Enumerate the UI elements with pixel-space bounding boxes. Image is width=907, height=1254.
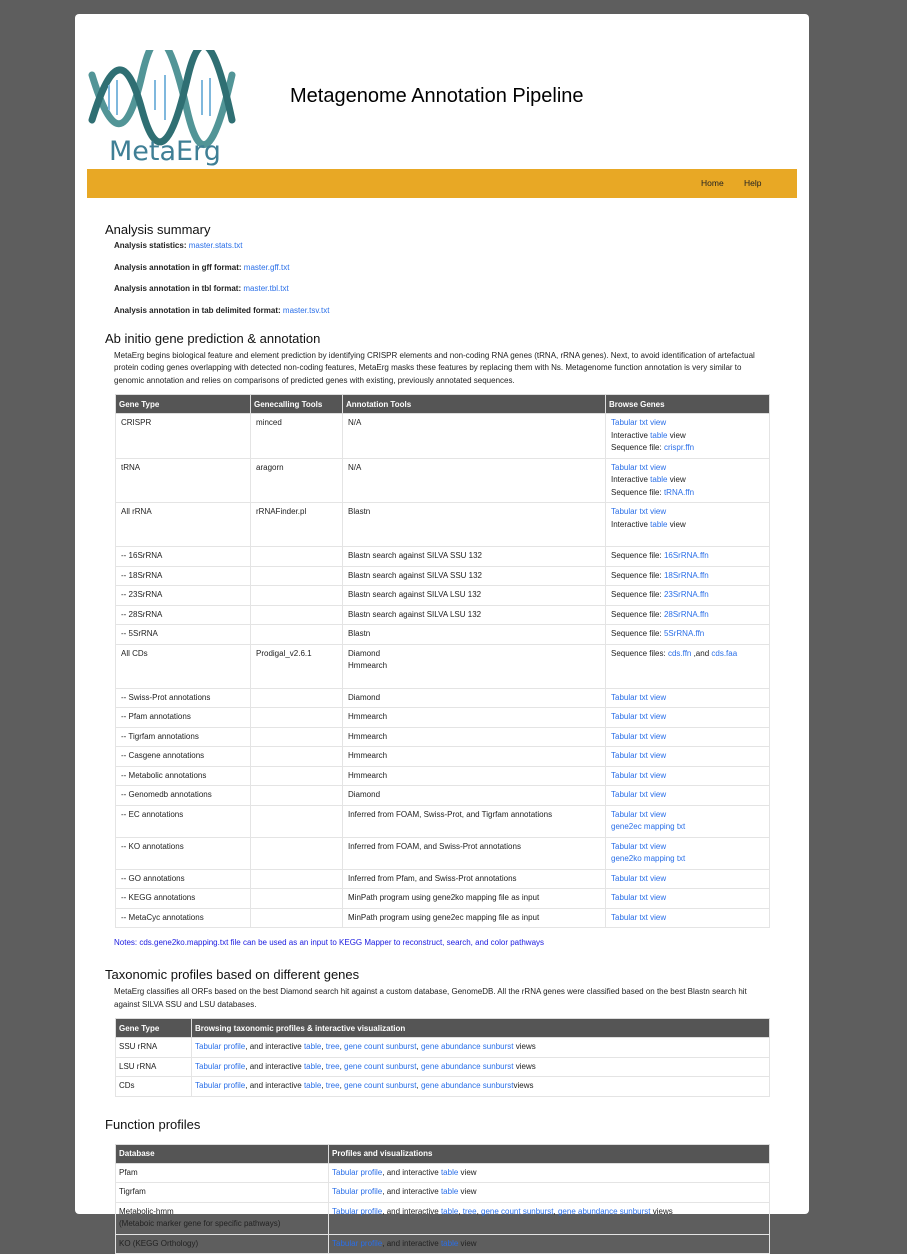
table-cell: -- 23SrRNA xyxy=(116,586,251,606)
site-title: Metagenome Annotation Pipeline xyxy=(290,85,584,107)
table-cell: Blastn search against SILVA SSU 132 xyxy=(343,566,606,586)
cell-text: , xyxy=(553,1206,558,1216)
column-header-browsing-taxonomic-profiles-interactive-visualization: Browsing taxonomic profiles & interactive visualization xyxy=(192,1019,770,1038)
table-cell: -- KO annotations xyxy=(116,837,251,869)
table-cell: KO (KEGG Orthology) xyxy=(116,1234,329,1254)
table-cell: -- Swiss-Prot annotations xyxy=(116,688,251,708)
summary-link-master-stats-txt[interactable]: master.stats.txt xyxy=(188,241,243,250)
table-cell: -- Pfam annotations xyxy=(116,708,251,728)
table-row xyxy=(116,908,770,928)
table-row xyxy=(116,889,770,909)
table-row xyxy=(116,605,770,625)
taxonomy-table xyxy=(115,1018,770,1097)
link-tabular-txt-view[interactable]: Tabular txt view xyxy=(611,712,667,722)
link-23srrna-ffn[interactable]: 23SrRNA.ffn xyxy=(663,590,709,600)
summary-label: Analysis annotation in gff format: xyxy=(114,262,242,272)
table-cell: -- 5SrRNA xyxy=(116,625,251,645)
cell-text: , xyxy=(321,1042,326,1052)
link-gene-abundance-sunburst[interactable]: gene abundance sunburst xyxy=(557,1206,651,1216)
link-gene-count-sunburst[interactable]: gene count sunburst xyxy=(481,1206,554,1216)
table-cell: -- Casgene annotations xyxy=(116,747,251,767)
column-header-genecalling-tools: Genecalling Tools xyxy=(251,395,343,414)
link-5srrna-ffn[interactable]: 5SrRNA.ffn xyxy=(663,629,705,639)
table-cell: MinPath program using gene2ec mapping file as input xyxy=(343,908,606,928)
table-cell xyxy=(606,547,770,567)
table-cell xyxy=(606,889,770,909)
link-table[interactable]: table xyxy=(303,1042,322,1052)
table-row xyxy=(116,566,770,586)
summary-link-master-gff-txt[interactable]: master.gff.txt xyxy=(243,262,290,272)
nav-home[interactable]: Home xyxy=(701,178,724,188)
table-cell: Prodigal_v2.6.1 xyxy=(251,644,343,688)
summary-item xyxy=(114,263,770,272)
link-table[interactable]: table xyxy=(440,1187,459,1197)
table-row xyxy=(116,644,770,688)
cell-text: view xyxy=(667,475,686,485)
cell-text: view xyxy=(667,430,686,440)
table-cell: aragorn xyxy=(251,458,343,503)
table-cell xyxy=(606,747,770,767)
table-cell xyxy=(606,625,770,645)
link-tabular-txt-view[interactable]: Tabular txt view xyxy=(611,893,667,903)
table-cell xyxy=(606,688,770,708)
cell-text: , and interactive xyxy=(245,1081,304,1091)
table-row xyxy=(116,766,770,786)
table-cell xyxy=(192,1057,770,1077)
summary-item xyxy=(114,284,770,293)
table-cell: rRNAFinder.pl xyxy=(251,503,343,547)
summary-label: Analysis annotation in tbl format: xyxy=(114,284,242,293)
cell-text: Sequence file: xyxy=(611,609,664,619)
table-cell xyxy=(251,625,343,645)
table-header-row xyxy=(116,395,770,414)
table-cell xyxy=(251,688,343,708)
column-header-profiles-and-visualizations: Profiles and visualizations xyxy=(329,1144,770,1163)
table-row xyxy=(116,1234,770,1254)
column-header-browse-genes: Browse Genes xyxy=(606,395,770,414)
cell-text: , xyxy=(416,1081,421,1091)
link-table[interactable]: table xyxy=(440,1167,459,1177)
table-cell: Blastn xyxy=(343,503,606,547)
cell-text: , xyxy=(321,1081,326,1091)
cell-text: Hmmearch xyxy=(348,661,388,671)
link-table[interactable]: table xyxy=(650,430,668,440)
cell-text: , xyxy=(339,1061,345,1071)
table-cell: Inferred from FOAM, Swiss-Prot, and Tigrfam annotations xyxy=(343,805,606,837)
table-row xyxy=(116,547,770,567)
gene-prediction-table xyxy=(115,394,770,928)
cell-text: views xyxy=(650,1206,673,1216)
table-cell xyxy=(606,786,770,806)
cell-text: , and interactive xyxy=(382,1206,441,1216)
table-header-row xyxy=(116,1019,770,1038)
table-cell: -- Tigrfam annotations xyxy=(116,727,251,747)
cell-text: , xyxy=(458,1206,463,1216)
link-gene2ec-mapping-txt[interactable]: gene2ec mapping txt xyxy=(611,822,686,832)
table-cell xyxy=(606,458,770,503)
table-cell xyxy=(251,547,343,567)
table-cell xyxy=(329,1202,770,1234)
column-header-database: Database xyxy=(116,1144,329,1163)
table-cell xyxy=(606,414,770,459)
main-content xyxy=(105,222,770,1254)
table-row xyxy=(116,1057,770,1077)
table-cell: Hmmearch xyxy=(343,708,606,728)
abinitio-description: MetaErg begins biological feature and element prediction by identifying CRISPR elements and non-coding RNA genes (tRNA, rRNA genes). Next, to avoid identification of artefactual protein coding genes overlapping with detected non-coding features, MetaErg masks these features by replacing them with Ns. Metagenome function annotation is very similar to genomic annotation and relies on comparisons of predicted genes with existing, previously annotated sequences. xyxy=(114,350,755,385)
table-cell xyxy=(251,708,343,728)
table-cell: Diamond xyxy=(343,786,606,806)
table-cell: CRISPR xyxy=(116,414,251,459)
summary-item xyxy=(114,306,770,315)
link-table[interactable]: table xyxy=(440,1238,459,1248)
table-row xyxy=(116,837,770,869)
metaerg-logo xyxy=(87,50,237,170)
table-cell xyxy=(606,869,770,889)
cell-text: Sequence file: xyxy=(611,590,664,600)
link-tabular-profile[interactable]: Tabular profile xyxy=(332,1167,383,1177)
table-row xyxy=(116,1163,770,1183)
table-cell: Inferred from Pfam, and Swiss-Prot annotations xyxy=(343,869,606,889)
link-table[interactable]: table xyxy=(650,475,668,485)
taxonomy-description: MetaErg classifies all ORFs based on the best Diamond search hit against a custom database, GenomeDB. All the rRNA genes were classified based on the best Blastn search hit against SILVA SSU and LSU databases. xyxy=(114,987,747,1009)
link-tree[interactable]: tree xyxy=(325,1081,340,1091)
link-16srrna-ffn[interactable]: 16SrRNA.ffn xyxy=(663,551,709,561)
table-cell: N/A xyxy=(343,414,606,459)
table-row xyxy=(116,805,770,837)
table-header-row xyxy=(116,1144,770,1163)
table-cell: CDs xyxy=(116,1077,192,1097)
cell-text: , xyxy=(476,1206,482,1216)
cell-text: Metabolic-hmm xyxy=(119,1206,174,1216)
table-cell: -- 16SrRNA xyxy=(116,547,251,567)
cell-text: ,and xyxy=(691,648,712,658)
table-row xyxy=(116,625,770,645)
link-tabular-profile[interactable]: Tabular profile xyxy=(195,1042,246,1052)
cell-text: Interactive xyxy=(611,430,651,440)
kegg-note: Notes: cds.gene2ko.mapping.txt file can be used as an input to KEGG Mapper to reconstruct, search, and color pathways xyxy=(114,938,545,948)
link-gene-count-sunburst[interactable]: gene count sunburst xyxy=(344,1061,417,1071)
column-header-gene-type: Gene Type xyxy=(116,1019,192,1038)
link-tabular-txt-view[interactable]: Tabular txt view xyxy=(611,790,667,800)
summary-label: Analysis statistics: xyxy=(114,241,187,250)
table-cell: SSU rRNA xyxy=(116,1038,192,1058)
table-cell xyxy=(606,805,770,837)
table-cell: Hmmearch xyxy=(343,727,606,747)
table-cell: Hmmearch xyxy=(343,747,606,767)
cell-text: views xyxy=(513,1081,534,1091)
link-crispr-ffn[interactable]: crispr.ffn xyxy=(663,443,695,453)
table-row xyxy=(116,688,770,708)
cell-text: view xyxy=(458,1187,477,1197)
table-cell xyxy=(606,837,770,869)
link-tabular-txt-view[interactable]: Tabular txt view xyxy=(611,692,667,702)
navbar xyxy=(87,169,797,198)
link-tabular-profile[interactable]: Tabular profile xyxy=(332,1206,383,1216)
table-cell xyxy=(329,1234,770,1254)
table-cell: Diamond xyxy=(343,688,606,708)
table-row xyxy=(116,586,770,606)
link-28srrna-ffn[interactable]: 28SrRNA.ffn xyxy=(663,609,709,619)
cell-text: Sequence files: xyxy=(611,648,668,658)
table-cell xyxy=(606,908,770,928)
cell-text: views xyxy=(513,1042,536,1052)
table-cell: LSU rRNA xyxy=(116,1057,192,1077)
link-tree[interactable]: tree xyxy=(462,1206,477,1216)
table-cell xyxy=(329,1163,770,1183)
nav-help[interactable]: Help xyxy=(744,178,762,188)
cell-text: view xyxy=(458,1238,477,1248)
table-cell xyxy=(192,1038,770,1058)
cell-text: (Metaboic marker gene for specific pathways) xyxy=(119,1219,281,1229)
cell-text: Sequence file: xyxy=(611,570,664,580)
table-cell xyxy=(251,805,343,837)
table-cell xyxy=(606,503,770,547)
link-table[interactable]: table xyxy=(303,1081,322,1091)
table-cell xyxy=(606,708,770,728)
link-gene-count-sunburst[interactable]: gene count sunburst xyxy=(344,1081,417,1091)
table-cell xyxy=(251,727,343,747)
table-cell xyxy=(606,566,770,586)
cell-text: , xyxy=(339,1042,345,1052)
table-row xyxy=(116,727,770,747)
table-cell: All rRNA xyxy=(116,503,251,547)
cell-text: , xyxy=(339,1081,345,1091)
link-tabular-profile[interactable]: Tabular profile xyxy=(195,1081,246,1091)
table-cell xyxy=(251,908,343,928)
cell-text: , and interactive xyxy=(245,1042,304,1052)
section-title-abinitio: Ab initio gene prediction & annotation xyxy=(105,330,321,346)
link-tabular-txt-view[interactable]: Tabular txt view xyxy=(611,841,667,851)
table-cell: Inferred from FOAM, and Swiss-Prot annotations xyxy=(343,837,606,869)
cell-text: Sequence file: xyxy=(611,629,664,639)
link-cds-faa[interactable]: cds.faa xyxy=(711,648,738,658)
table-cell xyxy=(343,644,606,688)
table-cell xyxy=(251,566,343,586)
table-cell: N/A xyxy=(343,458,606,503)
table-cell: tRNA xyxy=(116,458,251,503)
table-cell xyxy=(251,869,343,889)
link-tabular-profile[interactable]: Tabular profile xyxy=(332,1187,383,1197)
section-title-function: Function profiles xyxy=(105,1116,201,1132)
table-cell xyxy=(251,605,343,625)
table-cell xyxy=(251,889,343,909)
table-cell xyxy=(116,1202,329,1234)
table-cell xyxy=(251,586,343,606)
cell-text: Sequence file: xyxy=(611,487,664,497)
column-header-annotation-tools: Annotation Tools xyxy=(343,395,606,414)
table-cell: Hmmearch xyxy=(343,766,606,786)
table-cell: -- MetaCyc annotations xyxy=(116,908,251,928)
link-tabular-txt-view[interactable]: Tabular txt view xyxy=(611,809,667,819)
table-cell: Blastn xyxy=(343,625,606,645)
link-tree[interactable]: tree xyxy=(325,1042,340,1052)
summary-link-master-tsv-txt[interactable]: master.tsv.txt xyxy=(282,305,330,315)
cell-text: Interactive xyxy=(611,475,651,485)
table-cell xyxy=(606,605,770,625)
table-row xyxy=(116,786,770,806)
summary-list xyxy=(105,241,770,315)
section-title-summary: Analysis summary xyxy=(105,222,211,237)
table-cell: -- 18SrRNA xyxy=(116,566,251,586)
link-table[interactable]: table xyxy=(303,1061,322,1071)
link-tree[interactable]: tree xyxy=(325,1061,340,1071)
summary-label: Analysis annotation in tab delimited format: xyxy=(114,305,281,315)
table-cell: -- 28SrRNA xyxy=(116,605,251,625)
table-cell: Blastn search against SILVA LSU 132 xyxy=(343,586,606,606)
cell-text: , and interactive xyxy=(245,1061,304,1071)
table-cell: -- EC annotations xyxy=(116,805,251,837)
link-gene-abundance-sunburst[interactable]: gene abundance sunburst xyxy=(420,1061,514,1071)
cell-text: view xyxy=(458,1167,477,1177)
link-tabular-profile[interactable]: Tabular profile xyxy=(332,1238,383,1248)
table-cell: -- KEGG annotations xyxy=(116,889,251,909)
table-row xyxy=(116,747,770,767)
table-cell xyxy=(192,1077,770,1097)
table-cell: -- GO annotations xyxy=(116,869,251,889)
table-cell xyxy=(251,766,343,786)
table-row xyxy=(116,1077,770,1097)
table-cell: All CDs xyxy=(116,644,251,688)
table-cell xyxy=(606,644,770,688)
cell-text: , xyxy=(416,1042,421,1052)
cell-text: , and interactive xyxy=(382,1187,441,1197)
cell-text: , and interactive xyxy=(382,1238,441,1248)
link-tabular-txt-view[interactable]: Tabular txt view xyxy=(611,462,667,472)
function-table xyxy=(115,1144,770,1254)
table-row xyxy=(116,458,770,503)
table-row xyxy=(116,708,770,728)
link-tabular-txt-view[interactable]: Tabular txt view xyxy=(611,507,667,517)
link-table[interactable]: table xyxy=(650,519,668,529)
table-row xyxy=(116,869,770,889)
table-row xyxy=(116,1202,770,1234)
table-row xyxy=(116,414,770,459)
link-gene-abundance-sunburst[interactable]: gene abundance sunburst xyxy=(420,1042,514,1052)
table-cell xyxy=(251,837,343,869)
table-cell xyxy=(606,727,770,747)
cell-text: Sequence file: xyxy=(611,443,664,453)
link-tabular-txt-view[interactable]: Tabular txt view xyxy=(611,751,667,761)
link-tabular-txt-view[interactable]: Tabular txt view xyxy=(611,912,667,922)
table-cell xyxy=(251,786,343,806)
cell-text: view xyxy=(667,519,686,529)
table-row xyxy=(116,1038,770,1058)
section-title-taxonomy: Taxonomic profiles based on different genes xyxy=(105,967,360,983)
table-cell: minced xyxy=(251,414,343,459)
summary-link-master-tbl-txt[interactable]: master.tbl.txt xyxy=(243,284,289,293)
cell-text: views xyxy=(513,1061,536,1071)
cell-text: Diamond xyxy=(348,648,381,658)
table-cell xyxy=(251,747,343,767)
link-tabular-txt-view[interactable]: Tabular txt view xyxy=(611,770,667,780)
cell-text: Interactive xyxy=(611,519,651,529)
link-gene-abundance-sunburst[interactable]: gene abundance sunburst xyxy=(420,1081,514,1091)
table-cell: MinPath program using gene2ko mapping file as input xyxy=(343,889,606,909)
summary-item xyxy=(114,241,770,250)
table-row xyxy=(116,503,770,547)
link-tabular-txt-view[interactable]: Tabular txt view xyxy=(611,731,667,741)
link-tabular-txt-view[interactable]: Tabular txt view xyxy=(611,873,667,883)
table-cell: -- Genomedb annotations xyxy=(116,786,251,806)
link-gene2ko-mapping-txt[interactable]: gene2ko mapping txt xyxy=(611,854,686,864)
table-cell: Tigrfam xyxy=(116,1183,329,1203)
table-cell: Blastn search against SILVA SSU 132 xyxy=(343,547,606,567)
table-cell: -- Metabolic annotations xyxy=(116,766,251,786)
table-cell xyxy=(606,766,770,786)
logo-text: MetaErg xyxy=(109,136,221,167)
link-tabular-profile[interactable]: Tabular profile xyxy=(195,1061,246,1071)
cell-text: , and interactive xyxy=(382,1167,441,1177)
cell-text: , xyxy=(321,1061,326,1071)
link-trna-ffn[interactable]: tRNA.ffn xyxy=(663,487,695,497)
link-18srrna-ffn[interactable]: 18SrRNA.ffn xyxy=(663,570,709,580)
page-container xyxy=(75,14,809,1248)
cell-text: Sequence file: xyxy=(611,551,664,561)
link-tabular-txt-view[interactable]: Tabular txt view xyxy=(611,418,667,428)
link-table[interactable]: table xyxy=(440,1206,459,1216)
table-cell: Blastn search against SILVA LSU 132 xyxy=(343,605,606,625)
table-cell xyxy=(606,586,770,606)
link-cds-ffn[interactable]: cds.ffn xyxy=(667,648,692,658)
column-header-gene-type: Gene Type xyxy=(116,395,251,414)
link-gene-count-sunburst[interactable]: gene count sunburst xyxy=(344,1042,417,1052)
table-cell: Pfam xyxy=(116,1163,329,1183)
cell-text: , xyxy=(416,1061,421,1071)
